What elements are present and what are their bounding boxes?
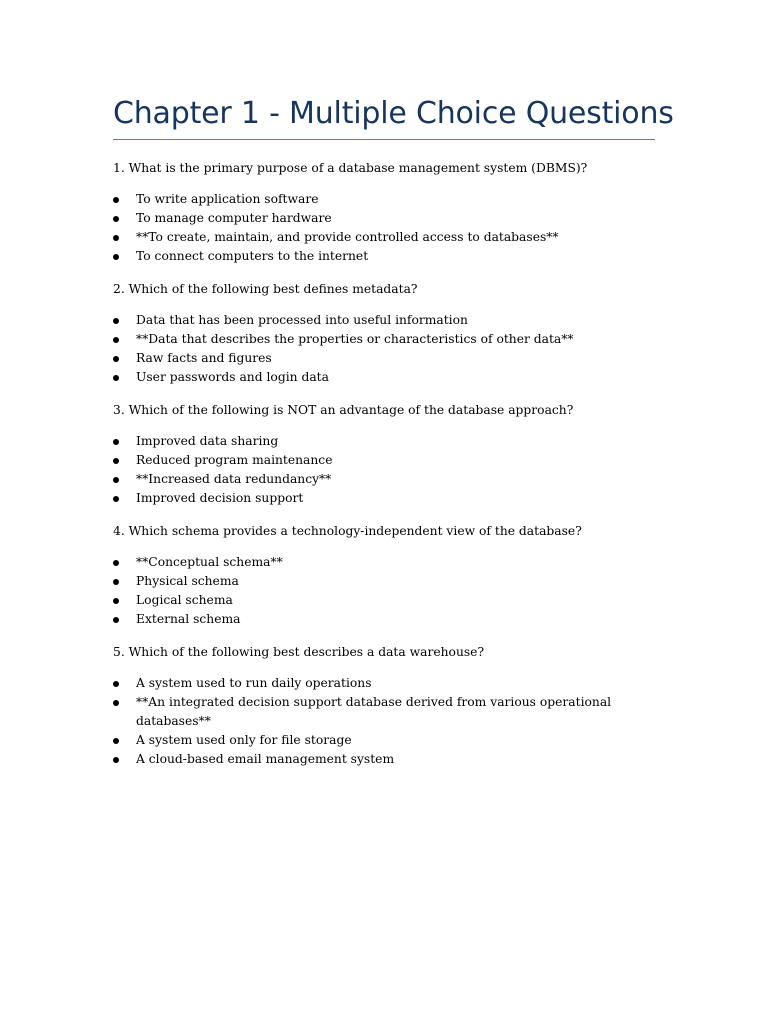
option-text: To manage computer hardware [136, 211, 332, 225]
option-text: A cloud-based email management system [136, 752, 395, 766]
question-text-1: 1. What is the primary purpose of a database management system (DBMS)? [113, 161, 588, 175]
option-item [113, 731, 658, 750]
option-list-4 [113, 553, 658, 629]
option-item [113, 228, 658, 247]
option-item [113, 432, 658, 451]
option-text: **Conceptual schema** [136, 555, 283, 569]
option-text: Improved data sharing [136, 434, 279, 448]
bullet-icon [113, 674, 119, 693]
question-text-5: 5. Which of the following best describes a data warehouse? [113, 645, 485, 659]
option-list-2 [113, 311, 658, 387]
bullet-icon [113, 228, 119, 247]
question-text-3: 3. Which of the following is NOT an advantage of the database approach? [113, 403, 574, 417]
option-item [113, 451, 658, 470]
question-block-2 [113, 279, 658, 387]
option-item [113, 470, 658, 489]
option-item [113, 190, 658, 209]
question-block-4 [113, 521, 658, 629]
option-item [113, 591, 658, 610]
bullet-icon [113, 311, 119, 330]
bullet-icon [113, 731, 119, 750]
question-block-3 [113, 400, 658, 508]
question-block-5 [113, 642, 658, 769]
option-item [113, 209, 658, 228]
bullet-icon [113, 572, 119, 591]
option-item [113, 674, 658, 693]
option-text: **An integrated decision support database derived from various operational databases** [136, 695, 612, 728]
option-text: External schema [136, 612, 241, 626]
option-item [113, 553, 658, 572]
option-text: Data that has been processed into useful information [136, 313, 468, 327]
bullet-icon [113, 368, 119, 387]
option-text: Improved decision support [136, 491, 304, 505]
bullet-icon [113, 470, 119, 489]
page-title: Chapter 1 - Multiple Choice Questions [113, 96, 674, 131]
option-item [113, 311, 658, 330]
option-text: Reduced program maintenance [136, 453, 333, 467]
option-item [113, 750, 658, 769]
option-text: Physical schema [136, 574, 239, 588]
option-item [113, 693, 658, 731]
option-item [113, 349, 658, 368]
option-text: To write application software [136, 192, 319, 206]
option-text: **Data that describes the properties or characteristics of other data** [136, 332, 574, 346]
title-underline [113, 139, 655, 140]
bullet-icon [113, 349, 119, 368]
question-text-4: 4. Which schema provides a technology-independent view of the database? [113, 524, 582, 538]
option-text: User passwords and login data [136, 370, 329, 384]
bullet-icon [113, 451, 119, 470]
question-list [113, 158, 658, 769]
option-text: **To create, maintain, and provide controlled access to databases** [136, 230, 559, 244]
option-text: To connect computers to the internet [136, 249, 369, 263]
question-block-1 [113, 158, 658, 266]
option-item [113, 330, 658, 349]
bullet-icon [113, 489, 119, 508]
bullet-icon [113, 247, 119, 266]
option-text: Logical schema [136, 593, 233, 607]
option-text: Raw facts and figures [136, 351, 272, 365]
bullet-icon [113, 432, 119, 451]
bullet-icon [113, 610, 119, 629]
bullet-icon [113, 209, 119, 228]
option-item [113, 610, 658, 629]
bullet-icon [113, 190, 119, 209]
option-list-1 [113, 190, 658, 266]
option-list-3 [113, 432, 658, 508]
bullet-icon [113, 330, 119, 349]
bullet-icon [113, 553, 119, 572]
option-item [113, 247, 658, 266]
bullet-icon [113, 750, 119, 769]
option-item [113, 489, 658, 508]
option-text: A system used to run daily operations [136, 676, 372, 690]
bullet-icon [113, 591, 119, 610]
option-list-5 [113, 674, 658, 769]
option-item [113, 572, 658, 591]
bullet-icon [113, 693, 119, 712]
option-text: A system used only for file storage [136, 733, 352, 747]
option-item [113, 368, 658, 387]
question-text-2: 2. Which of the following best defines metadata? [113, 282, 418, 296]
option-text: **Increased data redundancy** [136, 472, 332, 486]
